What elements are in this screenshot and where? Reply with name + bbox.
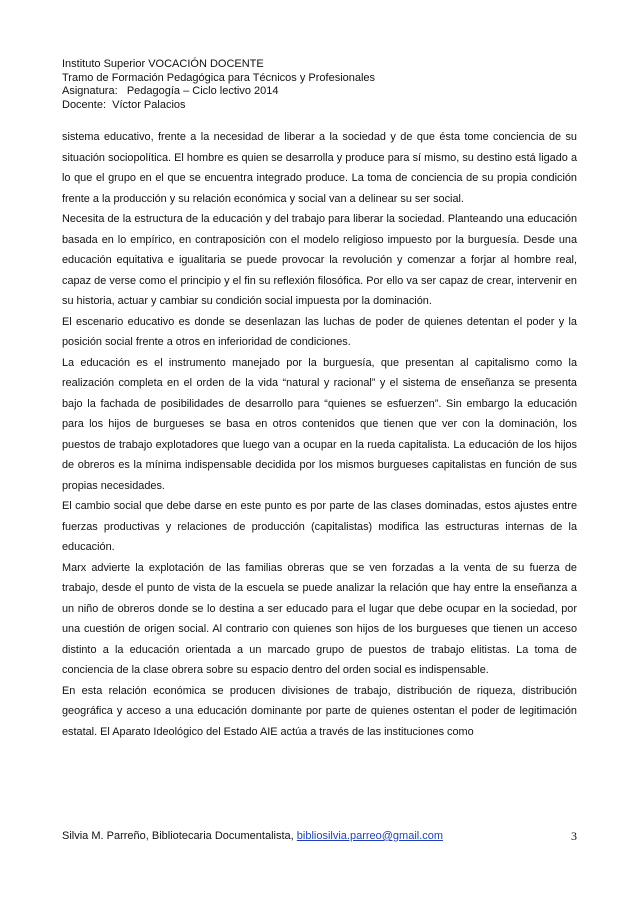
footer-email-link[interactable]: bibliosilvia.parreo@gmail.com [296, 830, 444, 842]
paragraph-3: El escenario educativo es donde se desenlazan las luchas de poder de quienes detentan el poder y la posición social frente a otros en inferioridad de condiciones. [62, 315, 577, 348]
paragraph-7: En esta relación económica se producen divisiones de trabajo, distribución de riqueza, distribución geográfica y acceso a una educación dominante por parte de quienes ostentan el poder de legitimación estatal. El Aparato Ideológico del Estado AIE actúa a través de las instituciones como [62, 684, 577, 738]
page-number: 3 [571, 829, 577, 843]
paragraph-4: La educación es el instrumento manejado por la burguesía, que presentan al capitalismo como la realización completa en el orden de la vida “natural y racional” y el sistema de enseñanza se presenta bajo la fachada de posibilidades de desarrollo para “quienes se esfuerzen”. Sin embargo la educación para los hijos de burgueses se basa en otros contenidos que tienen que ver con la dominación, los puestos de trabajo explotadores que luego van a ocupar en la rueda capitalista. La educación de los hijos de obreros es la mínima indispensable decidida por los mismos burgueses capitalistas en función de sus propias necesidades. [62, 356, 577, 492]
page-footer [62, 828, 577, 844]
footer-author: Silvia M. Parreño, Bibliotecaria Documentalista, [62, 830, 297, 842]
header-program: Tramo de Formación Pedagógica para Técnicos y Profesionales [62, 71, 376, 84]
paragraph-1: sistema educativo, frente a la necesidad de liberar a la sociedad y de que ésta tome conciencia de su situación sociopolítica. El hombre es quien se desarrolla y produce para sí mismo, su destino está ligado a lo que el grupo en el que se encuentra integrado produce. La toma de conciencia de su propia condición frente a la producción y su relación económica y social van a delinear su ser social. [62, 131, 577, 205]
page-header [62, 58, 582, 112]
body-text [62, 127, 577, 742]
footer-credit [62, 828, 443, 844]
paragraph-5: El cambio social que debe darse en este punto es por parte de las clases dominadas, estos ajustes entre fuerzas productivas y relaciones de producción (capitalistas) modifica las estructuras internas de la educación. [62, 500, 577, 553]
header-subject: Asignatura: Pedagogía – Ciclo lectivo 2014 [62, 85, 279, 97]
paragraph-2: Necesita de la estructura de la educación y del trabajo para liberar la sociedad. Planteando una educación basada en lo empírico, en contraposición con el modelo religioso impuesto por la burguesía. Desde una educación equitativa e igualitaria se puede provocar la revolución y comenzar a forjar al hombre real, capaz de verse como el principio y el fin su reflexión filosófica. Por ello va ser capaz de crear, intervenir en su historia, actuar y cambiar su condición social impuesta por la dominación. [62, 213, 577, 307]
header-teacher: Docente: Víctor Palacios [62, 98, 186, 111]
header-institution: Instituto Superior VOCACIÓN DOCENTE [62, 58, 264, 70]
paragraph-6: Marx advierte la explotación de las familias obreras que se ven forzadas a la venta de su fuerza de trabajo, desde el punto de vista de la escuela se puede analizar la relación que hay entre la enseñanza a un niño de obreros donde se lo destina a ser educado para el lugar que debe ocupar en la sociedad, por una cuestión de origen social. Al contrario con quienes son hijos de los burgueses que tienen un acceso distinto a la educación orientada a un marcado grupo de puestos de trabajo elitistas. La toma de conciencia de la clase obrera sobre su espacio dentro del orden social es indispensable. [62, 561, 577, 676]
